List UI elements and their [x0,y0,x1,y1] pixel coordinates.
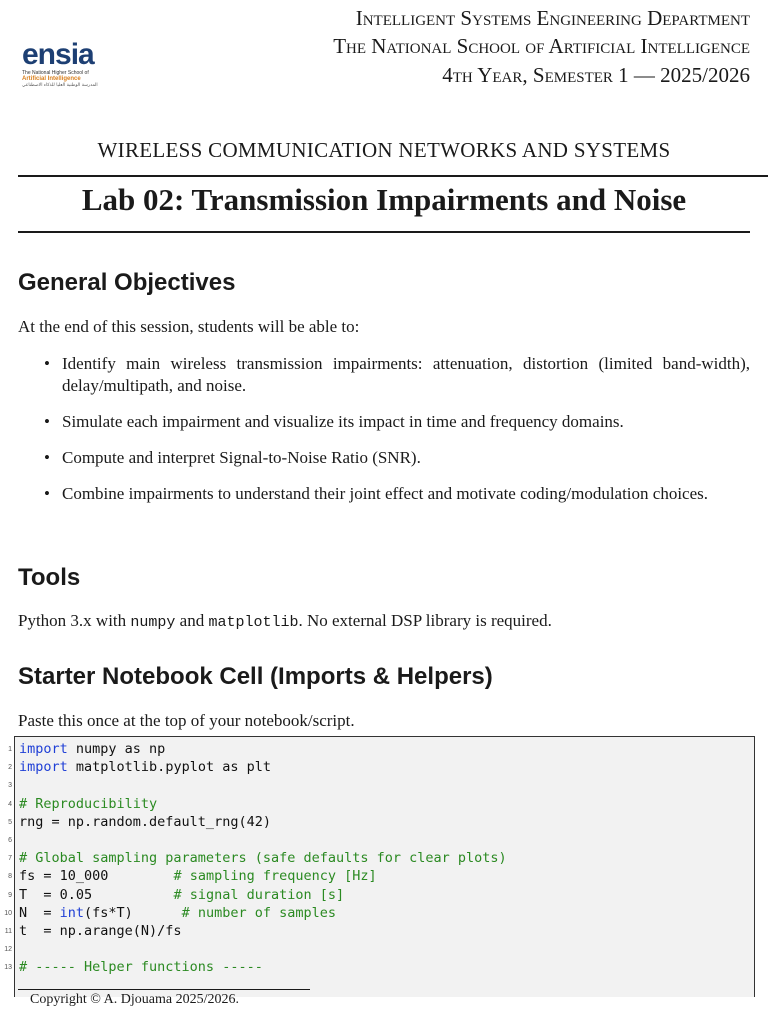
code-text: N = int(fs*T) # number of samples [19,904,337,921]
logo-arabic-text: المدرسة الوطنية العليا للذكاء الاصطناعي [22,83,98,88]
code-line [8,758,754,776]
code-keyword: import [19,759,68,776]
line-number: 1 [8,746,12,753]
code-line [8,795,754,813]
bullet-icon: • [44,448,50,467]
logo-subtitle: The National Higher School of [22,70,89,76]
lab-title: Lab 02: Transmission Impairments and Noise [81,182,687,217]
header-school: The National School of Artificial Intelligence [333,34,750,58]
copyright-footer: Copyright © A. Djouama 2025/2026. [30,992,239,1007]
header-department: Intelligent Systems Engineering Department [355,6,750,30]
footer-rule [18,989,310,990]
code-line [4,904,754,922]
objective-item: • Combine impairments to understand their joint effect and motivate coding/modulation choices. [44,484,709,503]
line-number: 11 [4,928,12,935]
code-keyword: int [59,904,85,921]
code-line [8,867,754,885]
code-comment: # number of samples [181,904,337,921]
title-top-rule [18,175,768,177]
code-text: rng = np.random.default_rng(42) [19,813,271,830]
bullet-icon: • [44,412,50,431]
bullet-icon: • [44,354,50,373]
code-comment: # sampling frequency [Hz] [173,868,377,885]
line-number: 9 [8,891,12,899]
code-line [4,958,754,976]
code-text: import numpy as np [19,741,166,757]
code-line [8,776,754,794]
course-title: WIRELESS COMMUNICATION NETWORKS AND SYSTEMS [97,138,671,162]
code-text: fs = 10_000 # sampling frequency [Hz] [19,868,377,885]
starter-heading: Starter Notebook Cell (Imports & Helpers) [18,663,493,690]
line-number: 2 [8,764,12,772]
matplotlib-code: matplotlib [208,614,299,631]
numpy-code: numpy [130,614,176,631]
line-number: 10 [4,909,12,917]
line-number: 3 [8,782,12,790]
code-comment: # Global sampling parameters (safe defaults for clear plots) [19,850,507,867]
line-number: 7 [8,855,12,863]
code-keyword: import [19,741,68,757]
code-line [8,740,754,758]
code-line [8,831,754,849]
objectives-intro: At the end of this session, students will be able to: [18,317,360,336]
objectives-heading: General Objectives [18,269,236,296]
code-line [4,940,754,958]
tools-heading: Tools [18,564,81,591]
line-number: 5 [8,818,12,826]
logo-wordmark: ensia [22,38,94,71]
tools-text: Python 3.x with numpy and matplotlib. No external DSP library is required. [18,611,552,631]
code-text: import matplotlib.pyplot as plt [19,759,271,776]
code-block[interactable] [4,736,755,997]
code-comment: # Reproducibility [19,795,158,812]
ensia-logo [22,40,122,100]
code-line [8,849,754,867]
objective-item: • Identify main wireless transmission impairments: attenuation, distortion (limited band-width), delay/multipath, and noise. [44,354,750,395]
line-number: 12 [4,946,12,954]
code-text: t = np.arange(N)/fs [19,923,182,939]
line-number: 13 [4,964,12,972]
code-text [19,958,263,976]
code-text [19,795,157,813]
header-semester: 4th Year, Semester 1 — 2025/2026 [442,63,750,87]
objective-item: • Simulate each impairment and visualize its impact in time and frequency domains. [44,412,624,431]
code-text [19,849,507,867]
objectives-list [40,353,750,519]
code-comment: # ----- Helper functions ----- [19,959,263,976]
code-comment: # signal duration [s] [173,886,345,903]
starter-intro: Paste this once at the top of your notebook/script. [18,711,355,730]
objective-item: • Compute and interpret Signal-to-Noise Ratio (SNR). [44,448,421,467]
code-line [8,886,754,904]
code-text: T = 0.05 # signal duration [s] [19,886,345,903]
title-bottom-rule [18,231,750,233]
line-number: 8 [8,873,12,881]
bullet-icon: • [44,484,50,503]
line-number: 6 [8,837,12,844]
logo-ai-text: Artificial Intelligence [22,76,81,82]
line-number: 4 [8,800,12,808]
code-line [8,813,754,831]
code-line [4,922,754,940]
